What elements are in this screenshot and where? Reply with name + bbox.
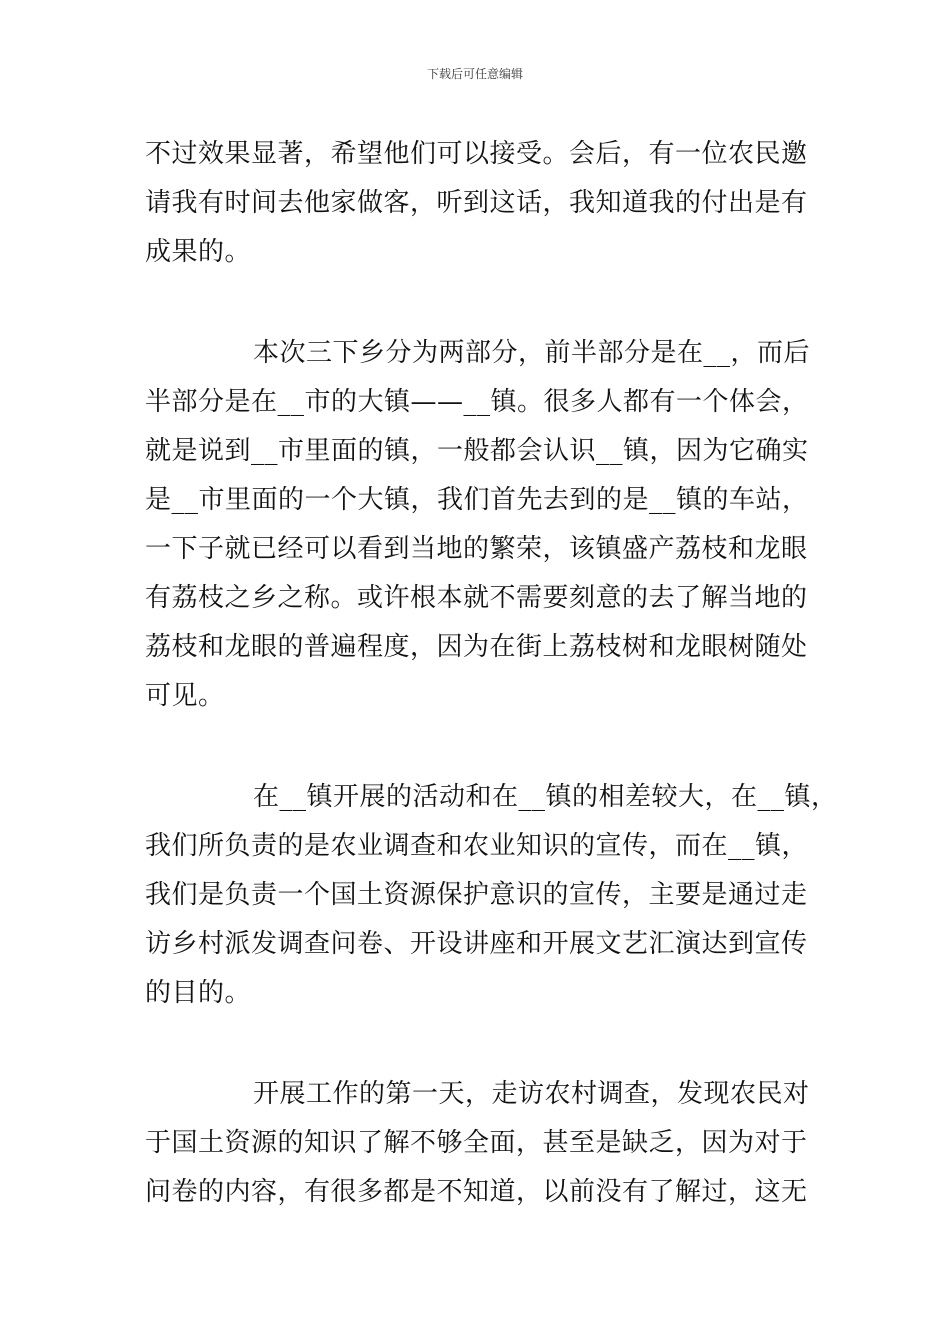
page-header: 下载后可任意编辑: [426, 67, 523, 81]
text-line: 本次三下乡分为两部分，前半部分是在__，而后: [253, 338, 811, 368]
text-line: 不过效果显著，希望他们可以接受。会后，有一位农民邀: [145, 139, 808, 169]
text-line: 是__市里面的一个大镇，我们首先去到的是__镇的车站，: [145, 485, 809, 515]
text-line: 访乡村派发调查问卷、开设讲座和开展文艺汇演达到宣传: [145, 929, 808, 959]
text-line: 的目的。: [145, 978, 252, 1008]
paragraph-4: [145, 1070, 815, 1217]
paragraph-2: [145, 329, 815, 721]
text-line: 在__镇开展的活动和在__镇的相差较大，在__镇，: [253, 782, 838, 812]
text-line: 于国土资源的知识了解不够全面，甚至是缺乏，因为对于: [145, 1128, 808, 1158]
text-line: 我们是负责一个国土资源保护意识的宣传，主要是通过走: [145, 880, 808, 910]
paragraph-gap: [145, 1018, 815, 1070]
text-line: 一下子就已经可以看到当地的繁荣，该镇盛产荔枝和龙眼: [145, 534, 808, 564]
document-body: [145, 130, 838, 1217]
text-line: 问卷的内容，有很多都是不知道，以前没有了解过，这无: [145, 1177, 808, 1207]
text-line: 可见。: [145, 681, 225, 711]
text-line: 开展工作的第一天，走访农村调查，发现农民对: [253, 1079, 810, 1109]
text-line: 我们所负责的是农业调查和农业知识的宣传，而在__镇，: [145, 831, 809, 861]
paragraph-3: [145, 773, 838, 1018]
paragraph-1: [145, 130, 815, 277]
paragraph-gap: [145, 721, 815, 773]
paragraph-gap: [145, 277, 815, 329]
text-line: 就是说到__市里面的镇，一般都会认识__镇，因为它确实: [145, 436, 809, 466]
text-line: 成果的。: [145, 237, 252, 267]
text-line: 有荔枝之乡之称。或许根本就不需要刻意的去了解当地的: [145, 583, 808, 613]
text-line: 半部分是在__市的大镇——__镇。很多人都有一个体会，: [145, 387, 809, 417]
text-line: 请我有时间去他家做客，听到这话，我知道我的付出是有: [145, 188, 808, 218]
text-line: 荔枝和龙眼的普遍程度，因为在街上荔枝树和龙眼树随处: [145, 632, 808, 662]
